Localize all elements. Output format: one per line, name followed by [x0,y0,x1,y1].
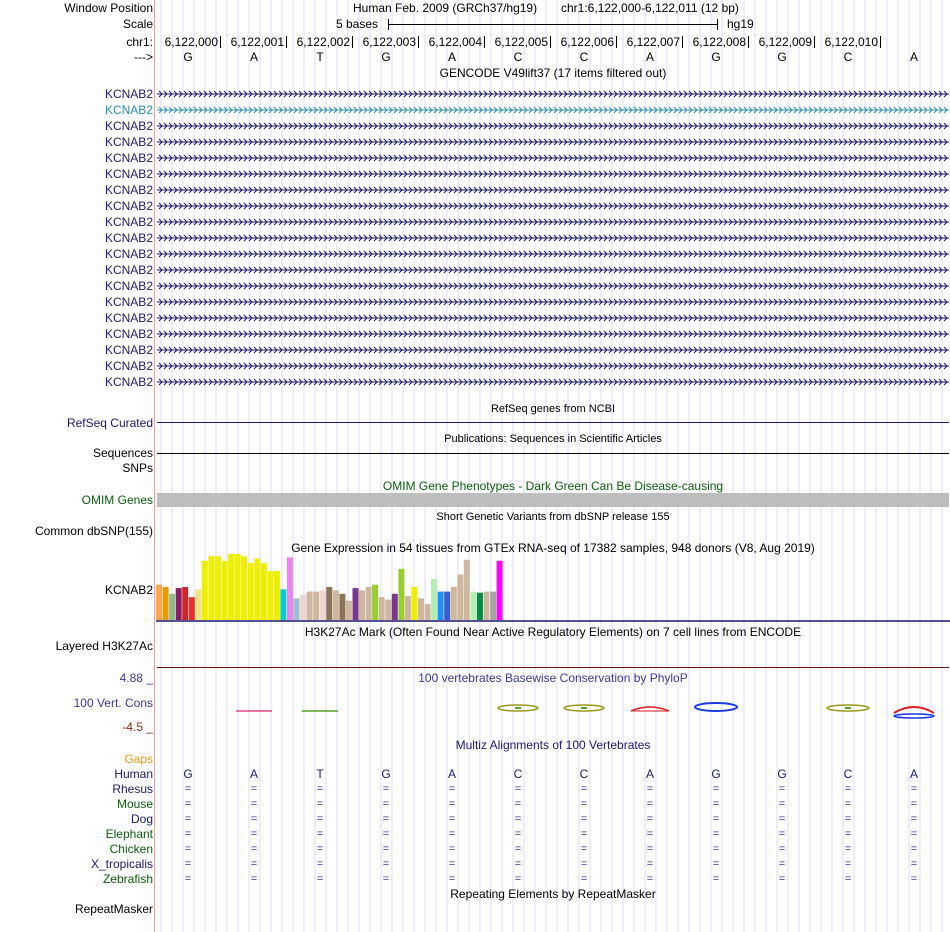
multiz-match-symbol: = [448,798,456,810]
multiz-match-symbol: = [448,828,456,840]
multiz-human-base: A [645,767,654,781]
multiz-match-symbol: = [580,843,588,855]
window-position-label: Window Position [64,1,153,15]
gencode-track-title[interactable]: GENCODE V49lift37 (17 items filtered out) [439,66,667,80]
multiz-match-symbol: = [778,858,786,870]
multiz-species-label[interactable]: Mouse [116,797,153,811]
gtex-track-label[interactable]: KCNAB2 [104,583,153,597]
multiz-match-symbol: = [844,843,852,855]
multiz-match-symbol: = [250,783,258,795]
multiz-species-label[interactable]: Human [114,767,153,781]
dbsnp-track-label[interactable]: Common dbSNP(155) [34,524,153,538]
multiz-match-symbol: = [580,858,588,870]
gencode-gene-label[interactable]: KCNAB2 [104,199,153,213]
repeatmasker-track-label[interactable]: RepeatMasker [74,902,153,916]
multiz-match-symbol: = [778,843,786,855]
multiz-match-symbol: = [844,873,852,885]
multiz-match-symbol: = [580,798,588,810]
ruler-tick-label: 6,122,001 [230,35,284,49]
multiz-match-symbol: = [184,813,192,825]
multiz-match-symbol: = [382,873,390,885]
multiz-match-symbol: = [448,813,456,825]
multiz-gaps-label: Gaps [124,752,153,766]
multiz-match-symbol: = [250,858,258,870]
multiz-human-base: C [579,767,589,781]
gencode-gene-label[interactable]: KCNAB2 [104,375,153,389]
sequence-base: A [645,50,654,64]
multiz-species-label[interactable]: Dog [130,812,153,826]
publications-snps-label[interactable]: SNPs [122,461,153,475]
multiz-human-base: A [909,767,918,781]
multiz-match-symbol: = [646,858,654,870]
multiz-species-label[interactable]: Zebrafish [102,872,153,886]
publications-track-title[interactable]: Publications: Sequences in Scientific Articles [444,433,662,445]
h3k27ac-track-title[interactable]: H3K27Ac Mark (Often Found Near Active Regulatory Elements) on 7 cell lines from ENCODE [304,625,802,639]
multiz-match-symbol: = [448,783,456,795]
multiz-match-symbol: = [712,813,720,825]
multiz-species-label[interactable]: X_tropicalis [90,857,153,871]
multiz-match-symbol: = [580,813,588,825]
multiz-match-symbol: = [382,783,390,795]
sequence-base: C [843,50,853,64]
gencode-gene-label[interactable]: KCNAB2 [104,295,153,309]
multiz-match-symbol: = [184,828,192,840]
conservation-glyph [581,707,587,709]
multiz-match-symbol: = [448,843,456,855]
h3k27ac-track-label[interactable]: Layered H3K27Ac [55,639,153,653]
gencode-gene-label[interactable]: KCNAB2 [104,327,153,341]
sequence-base: G [183,50,193,64]
publications-sequences-label[interactable]: Sequences [92,446,153,460]
gencode-gene-label[interactable]: KCNAB2 [104,231,153,245]
gencode-gene-label[interactable]: KCNAB2 [104,263,153,277]
ruler-tick-label: 6,122,008 [692,35,746,49]
multiz-human-base: C [513,767,523,781]
multiz-match-symbol: = [184,858,192,870]
conservation-glyph [894,707,934,713]
multiz-species-label[interactable]: Rhesus [112,782,153,796]
multiz-match-symbol: = [712,783,720,795]
gencode-gene-label[interactable]: KCNAB2 [104,247,153,261]
ruler-tick-label: 6,122,003 [362,35,416,49]
omim-track-title[interactable]: OMIM Gene Phenotypes - Dark Green Can Be Disease-causing [382,479,724,493]
multiz-match-symbol: = [910,873,918,885]
gtex-track-title[interactable]: Gene Expression in 54 tissues from GTEx RNA-seq of 17382 samples, 948 donors (V8, Aug 2019) [291,541,815,555]
multiz-match-symbol: = [646,873,654,885]
multiz-match-symbol: = [778,873,786,885]
sequence-base: A [909,50,918,64]
multiz-match-symbol: = [844,858,852,870]
multiz-species-label[interactable]: Chicken [109,842,153,856]
omim-track-label[interactable]: OMIM Genes [81,493,153,507]
scale-db-label: hg19 [727,17,754,31]
gencode-gene-label[interactable]: KCNAB2 [104,279,153,293]
multiz-human-base: A [249,767,258,781]
gencode-gene-label[interactable]: KCNAB2 [104,311,153,325]
multiz-match-symbol: = [382,798,390,810]
multiz-match-symbol: = [448,873,456,885]
multiz-match-symbol: = [250,828,258,840]
multiz-match-symbol: = [778,798,786,810]
multiz-match-symbol: = [382,843,390,855]
conservation-glyph [631,707,669,711]
multiz-match-symbol: = [514,783,522,795]
sequence-base: C [513,50,523,64]
ruler-tick-label: 6,122,002 [296,35,350,49]
multiz-match-symbol: = [778,813,786,825]
sequence-base: G [711,50,721,64]
ruler-tick-label: 6,122,000 [164,35,218,49]
chrom-label: chr1: [126,35,153,49]
sequence-base: C [579,50,589,64]
multiz-match-symbol: = [712,858,720,870]
refseq-track-title[interactable]: RefSeq genes from NCBI [490,403,616,415]
sequence-base: G [777,50,787,64]
multiz-human-base: A [447,767,456,781]
conservation-track-label[interactable]: 100 Vert. Cons [73,696,153,710]
conservation-glyph [695,703,737,711]
multiz-match-symbol: = [514,828,522,840]
multiz-match-symbol: = [316,828,324,840]
multiz-human-base: G [711,767,721,781]
multiz-match-symbol: = [514,873,522,885]
multiz-match-symbol: = [316,783,324,795]
multiz-match-symbol: = [646,813,654,825]
multiz-human-base: T [316,767,324,781]
multiz-match-symbol: = [646,798,654,810]
multiz-match-symbol: = [382,813,390,825]
gencode-gene-label[interactable]: KCNAB2 [104,167,153,181]
multiz-match-symbol: = [778,828,786,840]
refseq-track-label[interactable]: RefSeq Curated [66,416,153,430]
multiz-human-base: C [843,767,853,781]
multiz-match-symbol: = [844,813,852,825]
multiz-match-symbol: = [580,828,588,840]
multiz-human-base: G [777,767,787,781]
gencode-gene-label[interactable]: KCNAB2 [104,119,153,133]
strand-label: ---> [134,50,153,64]
gencode-gene-label[interactable]: KCNAB2 [104,359,153,373]
conservation-glyph [515,707,521,709]
conservation-track-title[interactable]: 100 vertebrates Basewise Conservation by PhyloP [418,671,688,685]
gencode-gene-label[interactable]: KCNAB2 [104,183,153,197]
ruler-tick-label: 6,122,010 [824,35,878,49]
multiz-match-symbol: = [184,783,192,795]
ruler-tick-label: 6,122,007 [626,35,680,49]
multiz-human-base: G [183,767,193,781]
multiz-match-symbol: = [250,798,258,810]
multiz-match-symbol: = [184,798,192,810]
multiz-match-symbol: = [910,858,918,870]
multiz-match-symbol: = [580,873,588,885]
multiz-match-symbol: = [712,873,720,885]
multiz-match-symbol: = [514,798,522,810]
multiz-species-label[interactable]: Elephant [105,827,153,841]
sequence-base: A [249,50,258,64]
sequence-base: T [316,50,324,64]
gencode-gene-label[interactable]: KCNAB2 [104,87,153,101]
multiz-track-title[interactable]: Multiz Alignments of 100 Vertebrates [455,738,651,752]
multiz-match-symbol: = [382,858,390,870]
ruler-tick-label: 6,122,005 [494,35,548,49]
repeatmasker-track-title[interactable]: Repeating Elements by RepeatMasker [450,887,656,901]
scale-label: Scale [122,17,153,31]
conservation-max-label: 4.88 _ [119,671,153,685]
multiz-match-symbol: = [910,798,918,810]
multiz-match-symbol: = [316,813,324,825]
conservation-glyph [845,707,851,709]
multiz-match-symbol: = [844,798,852,810]
multiz-match-symbol: = [316,873,324,885]
ruler-tick-label: 6,122,004 [428,35,482,49]
multiz-match-symbol: = [250,843,258,855]
multiz-match-symbol: = [316,798,324,810]
gencode-gene-label[interactable]: KCNAB2 [104,215,153,229]
sequence-base: A [447,50,456,64]
conservation-min-label: -4.5 _ [122,720,153,734]
assembly-title: Human Feb. 2009 (GRCh37/hg19) [353,1,538,15]
multiz-match-symbol: = [712,798,720,810]
multiz-match-symbol: = [646,828,654,840]
multiz-match-symbol: = [184,873,192,885]
multiz-match-symbol: = [844,828,852,840]
gencode-gene-label[interactable]: KCNAB2 [104,135,153,149]
multiz-match-symbol: = [844,783,852,795]
multiz-match-symbol: = [184,843,192,855]
ruler-tick-label: 6,122,006 [560,35,614,49]
multiz-match-symbol: = [910,828,918,840]
multiz-match-symbol: = [910,783,918,795]
multiz-match-symbol: = [316,843,324,855]
position-range: chr1:6,122,000-6,122,011 (12 bp) [561,1,739,15]
multiz-match-symbol: = [646,843,654,855]
multiz-match-symbol: = [778,783,786,795]
gencode-gene-label[interactable]: KCNAB2 [104,151,153,165]
gencode-gene-label[interactable]: KCNAB2 [104,103,153,117]
scale-bar-text: 5 bases [336,17,379,31]
multiz-match-symbol: = [382,828,390,840]
multiz-match-symbol: = [514,858,522,870]
sequence-base: G [381,50,391,64]
multiz-match-symbol: = [712,828,720,840]
gencode-gene-label[interactable]: KCNAB2 [104,343,153,357]
multiz-match-symbol: = [250,813,258,825]
multiz-match-symbol: = [448,858,456,870]
multiz-match-symbol: = [514,813,522,825]
multiz-match-symbol: = [910,813,918,825]
multiz-match-symbol: = [250,873,258,885]
multiz-match-symbol: = [910,843,918,855]
conservation-glyph [894,714,934,718]
dbsnp-track-title[interactable]: Short Genetic Variants from dbSNP release 155 [436,511,670,523]
multiz-match-symbol: = [712,843,720,855]
multiz-match-symbol: = [514,843,522,855]
ruler-tick-label: 6,122,009 [758,35,812,49]
multiz-match-symbol: = [646,783,654,795]
multiz-human-base: G [381,767,391,781]
multiz-match-symbol: = [316,858,324,870]
multiz-match-symbol: = [580,783,588,795]
